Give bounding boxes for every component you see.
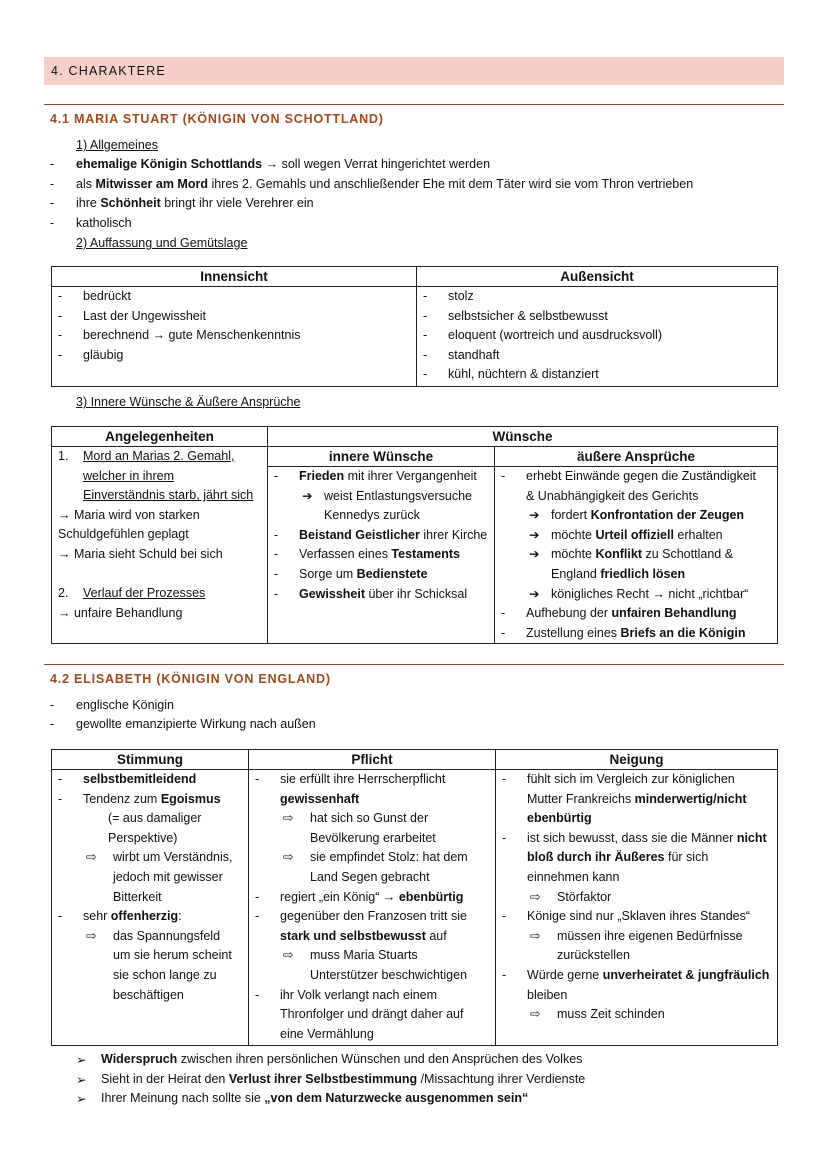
innere-wuensche-header: innere Wünsche: [268, 447, 495, 467]
bullet-icon: ➢: [76, 1092, 87, 1106]
aussen-item: eloquent (wortreich und ausdrucksvoll): [448, 328, 662, 343]
innere-wuensche-cell: - Frieden mit ihrer Vergangenheit ➔ weist Entlastungsversuche Kennedys zurück - Beistand Geistlicher ihrer Kirche - Verfassen eines Testaments - Sorge um Bedienstete - Gewissheit über ihr Schicksal: [268, 467, 495, 644]
aeussere-ansprueche-cell: - erhebt Einwände gegen die Zuständigkeit & Unabhängigkeit des Gerichts ➔ fordert Konfrontation der Zeugen ➔ möchte Urteil offiziell erhalten ➔ möchte Konflikt zu Schottland & England friedlich lösen ➔ königliches Recht → nicht „richtbar“ - Aufhebung der unfairen Behandlung - Zustellung eines Briefs an die Königin: [495, 467, 778, 644]
stimmung-cell: - selbstbemitleidend - Tendenz zum Egoismus (= aus damaliger Perspektive) ⇨ wirbt um Verständnis, jedoch mit gewisser Bitterkeit - sehr offenherzig: ⇨ das Spannungsfeld um sie herum scheint sie schon lange zu beschäftigen: [52, 770, 249, 1046]
section-banner: [44, 57, 784, 85]
elisabeth-table: [51, 749, 778, 1046]
list-item: gewollte emanzipierte Wirkung nach außen: [76, 717, 316, 731]
angelegenheiten-header: Angelegenheiten: [52, 427, 268, 447]
arrow-icon: ➔: [529, 508, 540, 523]
aussen-item: stolz: [448, 289, 474, 303]
aussen-item: kühl, nüchtern & distanziert: [448, 367, 599, 382]
aussen-item: standhaft: [448, 347, 500, 362]
hollow-arrow-icon: ⇨: [86, 928, 97, 943]
stimmung-header: Stimmung: [52, 750, 249, 770]
bullet-icon: ➢: [76, 1053, 87, 1067]
hollow-arrow-icon: ⇨: [530, 1007, 541, 1022]
list-item: ihre Schönheit bringt ihr viele Verehrer ein: [76, 196, 314, 210]
innen-item: berechnend → gute Menschenkenntnis: [83, 328, 301, 343]
elisabeth-title: 4.2 ELISABETH (KÖNIGIN VON ENGLAND): [50, 672, 331, 686]
innen-header: Innensicht: [52, 267, 417, 287]
hollow-arrow-icon: ⇨: [530, 928, 541, 943]
section-title: 4. CHARAKTERE: [51, 64, 166, 78]
innen-item: Last der Ungewissheit: [83, 308, 206, 323]
angelegenheiten-cell: 1. Mord an Marias 2. Gemahl, welcher in ihrem Einverständnis starb, jährt sich → Maria wird von starken Schuldgefühlen geplagt → Maria sieht Schuld bei sich 2. Verlauf der Prozesses → unfaire Behandlung: [52, 447, 268, 644]
section-rule: [44, 664, 784, 665]
list-item: ehemalige Königin Schottlands → soll wegen Verrat hingerichtet werden: [76, 157, 491, 171]
hollow-arrow-icon: ⇨: [283, 850, 294, 865]
pflicht-cell: - sie erfüllt ihre Herrscherpflicht gewissenhaft ⇨ hat sich so Gunst der Bevölkerung erarbeitet ⇨ sie empfindet Stolz: hat dem Land Segen gebracht - regiert „ein König“ → ebenbürtig - gegenüber den Franzosen tritt sie stark und selbstbewusst auf ⇨ muss Maria Stuarts Unterstützer beschwichtigen - ihr Volk verlangt nach einem Thronfolger und drängt daher auf eine Vermählung: [249, 770, 496, 1046]
hollow-arrow-icon: ⇨: [283, 811, 294, 826]
list-item: katholisch: [76, 216, 132, 230]
hollow-arrow-icon: ⇨: [283, 948, 294, 963]
arrow-icon: ➔: [529, 547, 540, 562]
neigung-cell: - fühlt sich im Vergleich zur königlichen Mutter Frankreichs minderwertig/nicht ebenbürtig - ist sich bewusst, dass sie die Männer nicht bloß durch ihr Äußeres für sich einnehmen kann ⇨ Störfaktor - Könige sind nur „Sklaven ihres Standes“ ⇨ müssen ihre eigenen Bedürfnisse zurückstellen - Würde gerne unverheiratet & jungfräulich bleiben ⇨ muss Zeit schinden: [496, 770, 778, 1046]
hollow-arrow-icon: ⇨: [86, 850, 97, 865]
section-rule: [44, 104, 784, 105]
wuensche-header: Wünsche: [268, 427, 778, 447]
innen-cell: - bedrückt - Last der Ungewissheit - berechnend → gute Menschenkenntnis - gläubig: [52, 287, 417, 387]
summary-item: Sieht in der Heirat den Verlust ihrer Selbstbestimmung /Missachtung ihrer Verdienste: [101, 1072, 586, 1086]
aussen-cell: - stolz - selbstsicher & selbstbewusst - eloquent (wortreich und ausdrucksvoll) - standhaft - kühl, nüchtern & distanziert: [417, 287, 778, 387]
neigung-header: Neigung: [496, 750, 778, 770]
innen-item: gläubig: [83, 347, 124, 362]
maria-title: 4.1 MARIA STUART (KÖNIGIN VON SCHOTTLAND): [50, 112, 384, 126]
heading-allgemeines: 1) Allgemeines: [76, 138, 158, 152]
bullet-icon: ➢: [76, 1073, 87, 1087]
heading-auffassung: 2) Auffassung und Gemütslage: [76, 236, 248, 250]
aussen-header: Außensicht: [417, 267, 778, 287]
wuensche-table: [51, 426, 778, 644]
summary-item: Ihrer Meinung nach sollte sie „von dem Naturzwecke ausgenommen sein“: [101, 1091, 529, 1105]
hollow-arrow-icon: ⇨: [530, 889, 541, 904]
arrow-icon: ➔: [529, 586, 540, 601]
summary-item: Widerspruch zwischen ihren persönlichen Wünschen und den Ansprüchen des Volkes: [101, 1052, 583, 1066]
heading-wuensche: 3) Innere Wünsche & Äußere Ansprüche: [76, 395, 301, 409]
list-item: als Mitwisser am Mord ihres 2. Gemahls und anschließender Ehe mit dem Täter wird sie vom Thron vertrieben: [76, 177, 694, 191]
arrow-icon: ➔: [302, 488, 313, 503]
list-item: englische Königin: [76, 698, 174, 712]
arrow-icon: ➔: [529, 527, 540, 542]
pflicht-header: Pflicht: [249, 750, 496, 770]
innen-aussen-table: [51, 266, 778, 387]
aeussere-ansprueche-header: äußere Ansprüche: [495, 447, 778, 467]
aussen-item: selbstsicher & selbstbewusst: [448, 308, 608, 323]
innen-item: bedrückt: [83, 289, 131, 303]
